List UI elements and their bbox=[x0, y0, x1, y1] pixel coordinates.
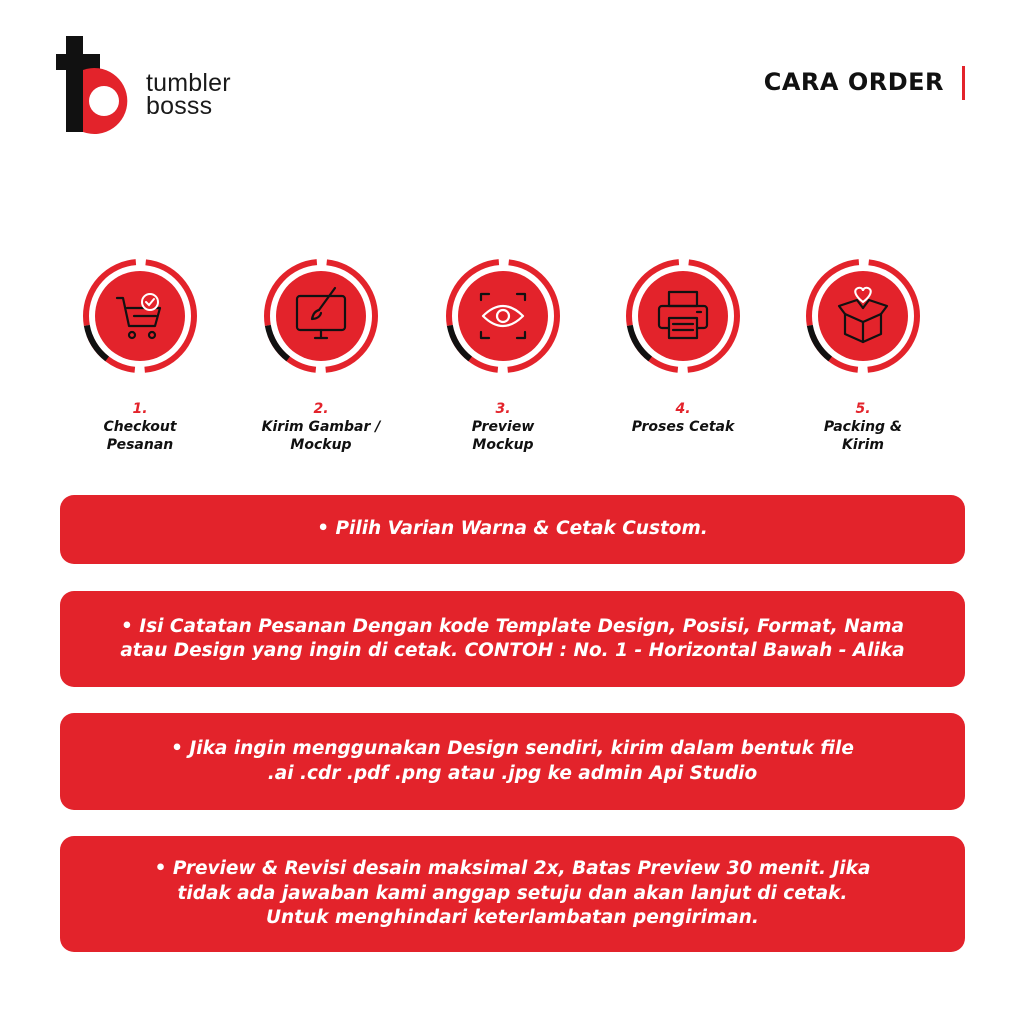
step-label: Packing & Kirim bbox=[823, 419, 903, 453]
step-5 bbox=[783, 258, 943, 454]
step-label: Checkout Pesanan bbox=[103, 419, 177, 453]
note-text: • Isi Catatan Pesanan Dengan kode Template Design, Posisi, Format, Nama atau Design yang ingin di cetak. CONTOH : No. 1 - Horizontal Bawah - Alika bbox=[120, 615, 905, 661]
note-box-1 bbox=[60, 495, 965, 564]
page-title: CARA ORDER bbox=[763, 68, 944, 96]
printer-icon bbox=[625, 258, 741, 374]
brand-name-line1: tumbler bbox=[146, 69, 231, 97]
note-box-2 bbox=[60, 591, 965, 687]
note-box-4 bbox=[60, 836, 965, 952]
logo-mark bbox=[56, 36, 146, 136]
box-heart-icon bbox=[805, 258, 921, 374]
step-label: Kirim Gambar / Mockup bbox=[261, 419, 381, 453]
step-label: Proses Cetak bbox=[631, 419, 735, 435]
step-number: 4. bbox=[675, 401, 691, 417]
monitor-brush-icon bbox=[263, 258, 379, 374]
note-text: • Preview & Revisi desain maksimal 2x, Batas Preview 30 menit. Jika tidak ada jawaban kami anggap setuju dan akan lanjut di cetak. Untuk menghindari keterlambatan pengiriman. bbox=[154, 858, 871, 929]
step-number: 5. bbox=[855, 401, 871, 417]
step-3 bbox=[423, 258, 583, 454]
note-box-3 bbox=[60, 713, 965, 810]
step-number: 3. bbox=[495, 401, 511, 417]
brand-logo bbox=[56, 36, 246, 136]
title-divider bbox=[962, 66, 965, 100]
note-text: • Jika ingin menggunakan Design sendiri, kirim dalam bentuk file .ai .cdr .pdf .png atau .jpg ke admin Api Studio bbox=[171, 738, 854, 784]
step-4 bbox=[603, 258, 763, 436]
step-2 bbox=[241, 258, 401, 454]
shopping-cart-check-icon bbox=[82, 258, 198, 374]
step-label: Preview Mockup bbox=[471, 419, 535, 453]
brand-name bbox=[146, 69, 231, 120]
eye-icon bbox=[445, 258, 561, 374]
step-1 bbox=[60, 258, 220, 454]
step-number: 2. bbox=[313, 401, 329, 417]
brand-name-line2: bosss bbox=[146, 92, 213, 120]
note-text: • Pilih Varian Warna & Cetak Custom. bbox=[317, 518, 708, 540]
step-number: 1. bbox=[132, 401, 148, 417]
